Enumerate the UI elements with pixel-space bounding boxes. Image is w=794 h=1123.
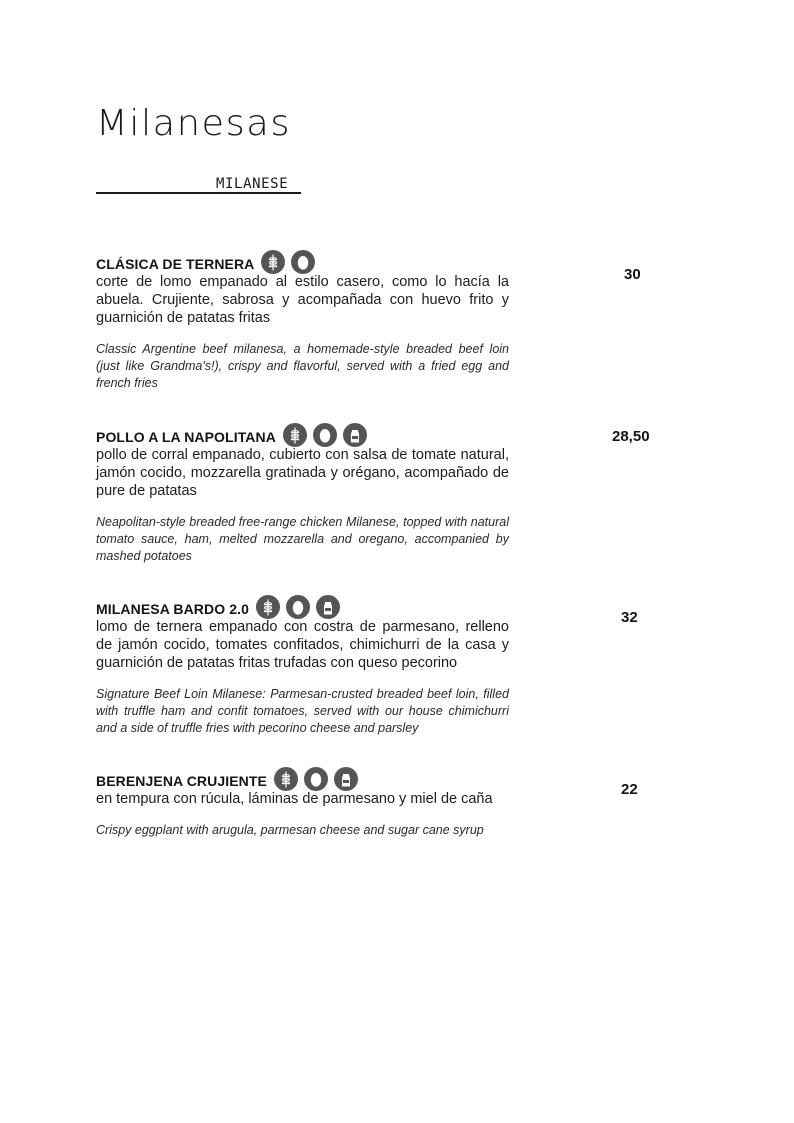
- item-description-es: lomo de ternera empanado con costra de parmesano, relleno de jamón cocido, tomates confitados, chimichurri de la casa y guarnición de patatas fritas trufadas con queso pecorino: [96, 619, 509, 671]
- item-description-en: Classic Argentine beef milanesa, a homemade-style breaded beef loin (just like Grandma's!), crispy and flavorful, served with a fried egg and french fries: [96, 342, 509, 390]
- item-header: [96, 593, 509, 617]
- gluten-icon: [283, 423, 307, 447]
- allergen-icons: [261, 250, 321, 274]
- item-price: 32: [621, 609, 638, 626]
- item-header: [96, 421, 509, 445]
- menu-item-pollo-a-la-napolitana: [96, 421, 509, 565]
- dairy-icon: [316, 595, 340, 619]
- section-subtitle: MILANESE: [216, 176, 289, 192]
- item-header: [96, 765, 509, 789]
- dairy-icon: [343, 423, 367, 447]
- item-description-es: pollo de corral empanado, cubierto con salsa de tomate natural, jamón cocido, mozzarella gratinada y orégano, acompañado de pure de patatas: [96, 447, 509, 499]
- allergen-icons: [283, 423, 373, 447]
- egg-icon: [286, 595, 310, 619]
- menu-item-clasica-de-ternera: [96, 248, 509, 392]
- gluten-icon: [261, 250, 285, 274]
- gluten-icon: [274, 767, 298, 791]
- item-description-en: Crispy eggplant with arugula, parmesan cheese and sugar cane syrup: [96, 823, 484, 837]
- item-header: [96, 248, 509, 272]
- allergen-icons: [256, 595, 346, 619]
- egg-icon: [313, 423, 337, 447]
- item-description-en: Signature Beef Loin Milanese: Parmesan-crusted breaded beef loin, filled with truffle ham and confit tomatoes, served with our house chimichurri and a side of truffle fries with pecorino cheese and parsley: [96, 687, 509, 735]
- item-name: POLLO A LA NAPOLITANA: [96, 429, 276, 445]
- menu-item-berenjena-crujiente: [96, 765, 509, 839]
- gluten-icon: [256, 595, 280, 619]
- item-price: 22: [621, 781, 638, 798]
- item-name: BERENJENA CRUJIENTE: [96, 773, 267, 789]
- item-name: CLÁSICA DE TERNERA: [96, 256, 255, 272]
- page-title: Milanesas: [96, 103, 291, 144]
- allergen-icons: [274, 767, 364, 791]
- item-price: 30: [624, 266, 641, 283]
- item-description-es: en tempura con rúcula, láminas de parmesano y miel de caña: [96, 791, 493, 807]
- egg-icon: [304, 767, 328, 791]
- dairy-icon: [334, 767, 358, 791]
- item-price: 28,50: [612, 428, 650, 445]
- item-description-es: corte de lomo empanado al estilo casero, como lo hacía la abuela. Crujiente, sabrosa y acompañada con huevo frito y guarnición de patatas fritas: [96, 274, 509, 326]
- item-name: MILANESA BARDO 2.0: [96, 601, 249, 617]
- menu-item-milanesa-bardo: [96, 593, 509, 737]
- egg-icon: [291, 250, 315, 274]
- subtitle-underline: [96, 192, 301, 194]
- item-description-en: Neapolitan-style breaded free-range chicken Milanese, topped with natural tomato sauce, ham, melted mozzarella and oregano, accompanied by mashed potatoes: [96, 515, 509, 563]
